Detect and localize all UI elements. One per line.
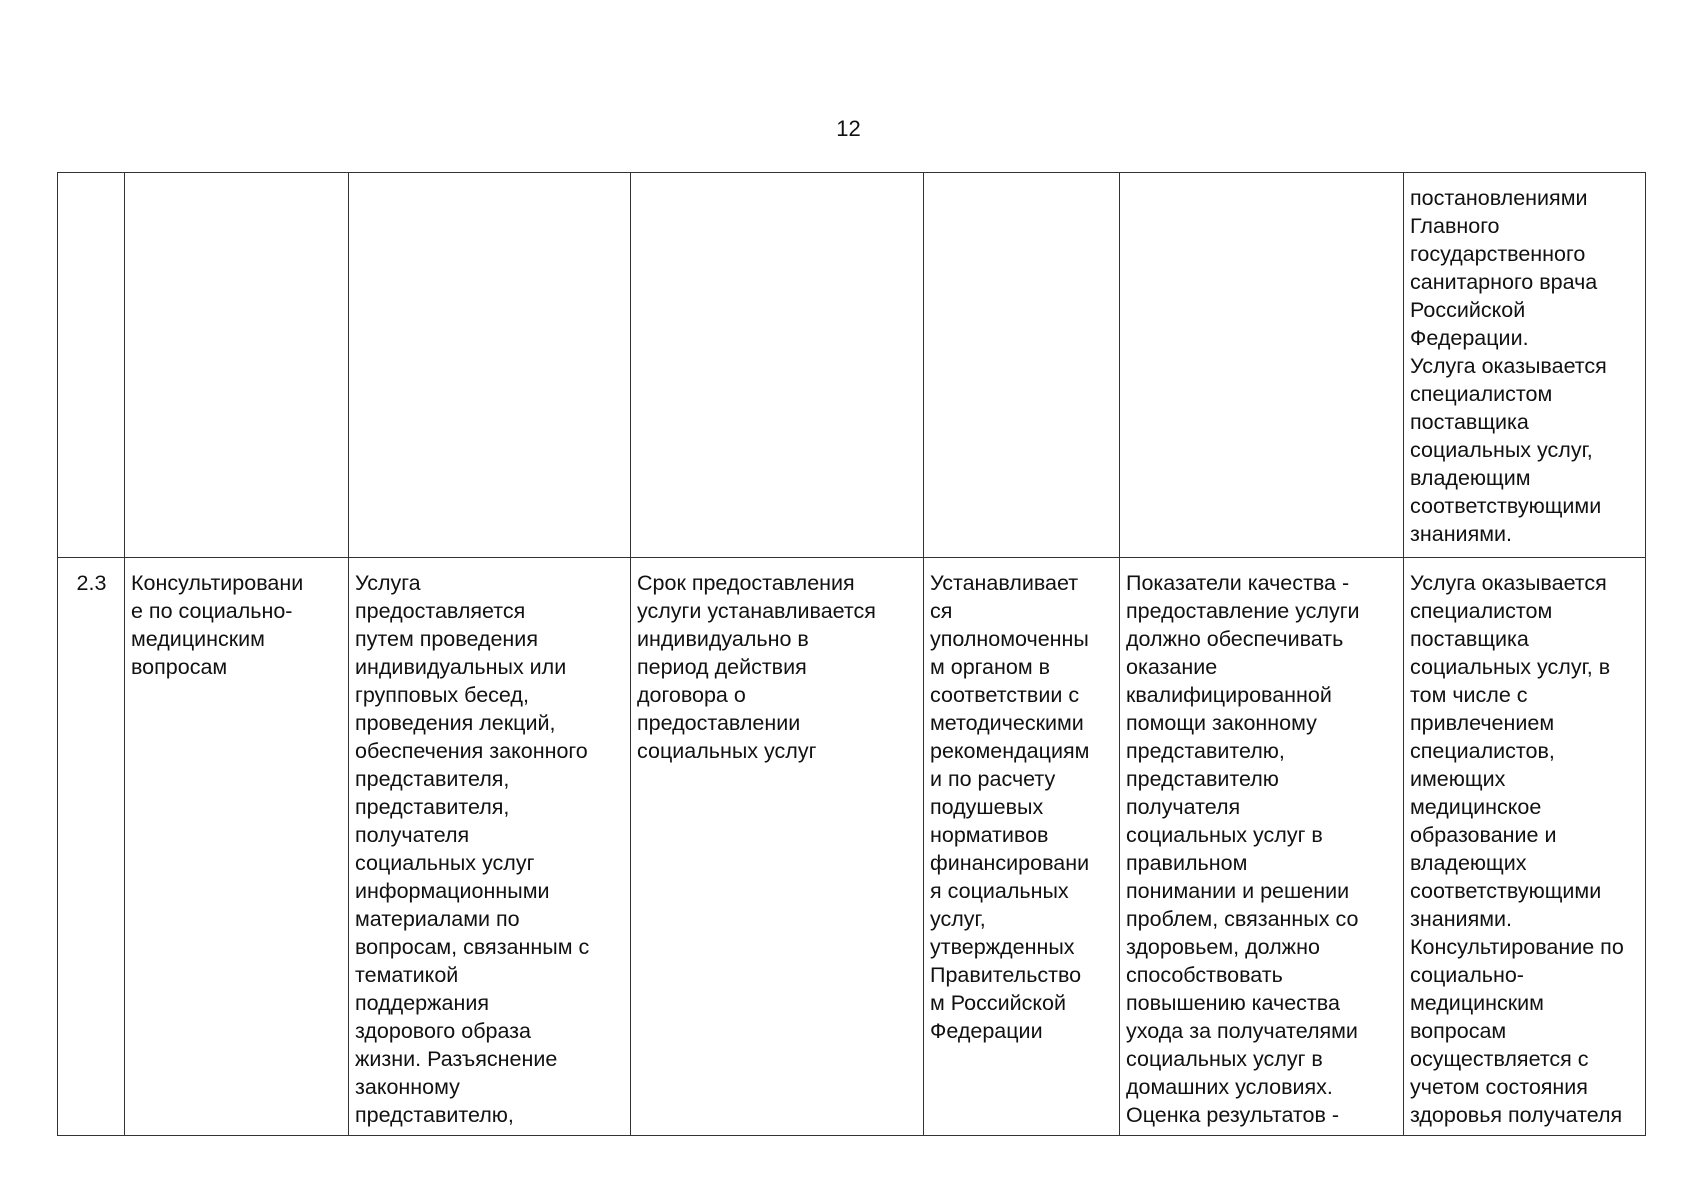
table-row — [58, 558, 1646, 1136]
service-name-cell: Консультировани е по социально- медицинским вопросам — [125, 558, 349, 1136]
service-term-cell: Срок предоставления услуги устанавливается индивидуально в период действия договора о предоставлении социальных услуг — [631, 558, 924, 1136]
services-table — [57, 172, 1646, 1136]
service-quality-cell: Показатели качества - предоставление услуги должно обеспечивать оказание квалифицированной помощи законному представителю, представителю получателя социальных услуг в правильном понимании и решении проблем, связанных со здоровьем, должно способствовать повышению качества ухода за получателями социальных услуг в домашних условиях. Оценка результатов - — [1120, 558, 1404, 1136]
service-quality-cell — [1120, 173, 1404, 558]
service-description-cell: Услуга предоставляется путем проведения индивидуальных или групповых бесед, проведения лекций, обеспечения законного представителя, представителя, получателя социальных услуг информационными материалами по вопросам, связанным с тематикой поддержания здорового образа жизни. Разъяснение законному представителю, — [349, 558, 631, 1136]
service-tariff-cell — [924, 173, 1120, 558]
service-term-cell — [631, 173, 924, 558]
service-description-cell — [349, 173, 631, 558]
service-conditions-cell: постановлениями Главного государственного санитарного врача Российской Федерации. Услуга оказывается специалистом поставщика социальных услуг, владеющим соответствующими знаниями. — [1404, 173, 1646, 558]
row-number-cell — [58, 173, 125, 558]
service-name-cell — [125, 173, 349, 558]
service-conditions-cell: Услуга оказывается специалистом поставщика социальных услуг, в том числе с привлечением специалистов, имеющих медицинское образование и владеющих соответствующими знаниями. Консультирование по социально- медицинским вопросам осуществляется с учетом состояния здоровья получателя — [1404, 558, 1646, 1136]
page-number: 12 — [836, 116, 861, 141]
row-number-cell: 2.3 — [58, 558, 125, 1136]
service-tariff-cell: Устанавливает ся уполномоченны м органом в соответствии с методическими рекомендациям и по расчету подушевых нормативов финансировани я социальных услуг, утвержденных Правительство м Российской Федерации — [924, 558, 1120, 1136]
table-row — [58, 173, 1646, 558]
